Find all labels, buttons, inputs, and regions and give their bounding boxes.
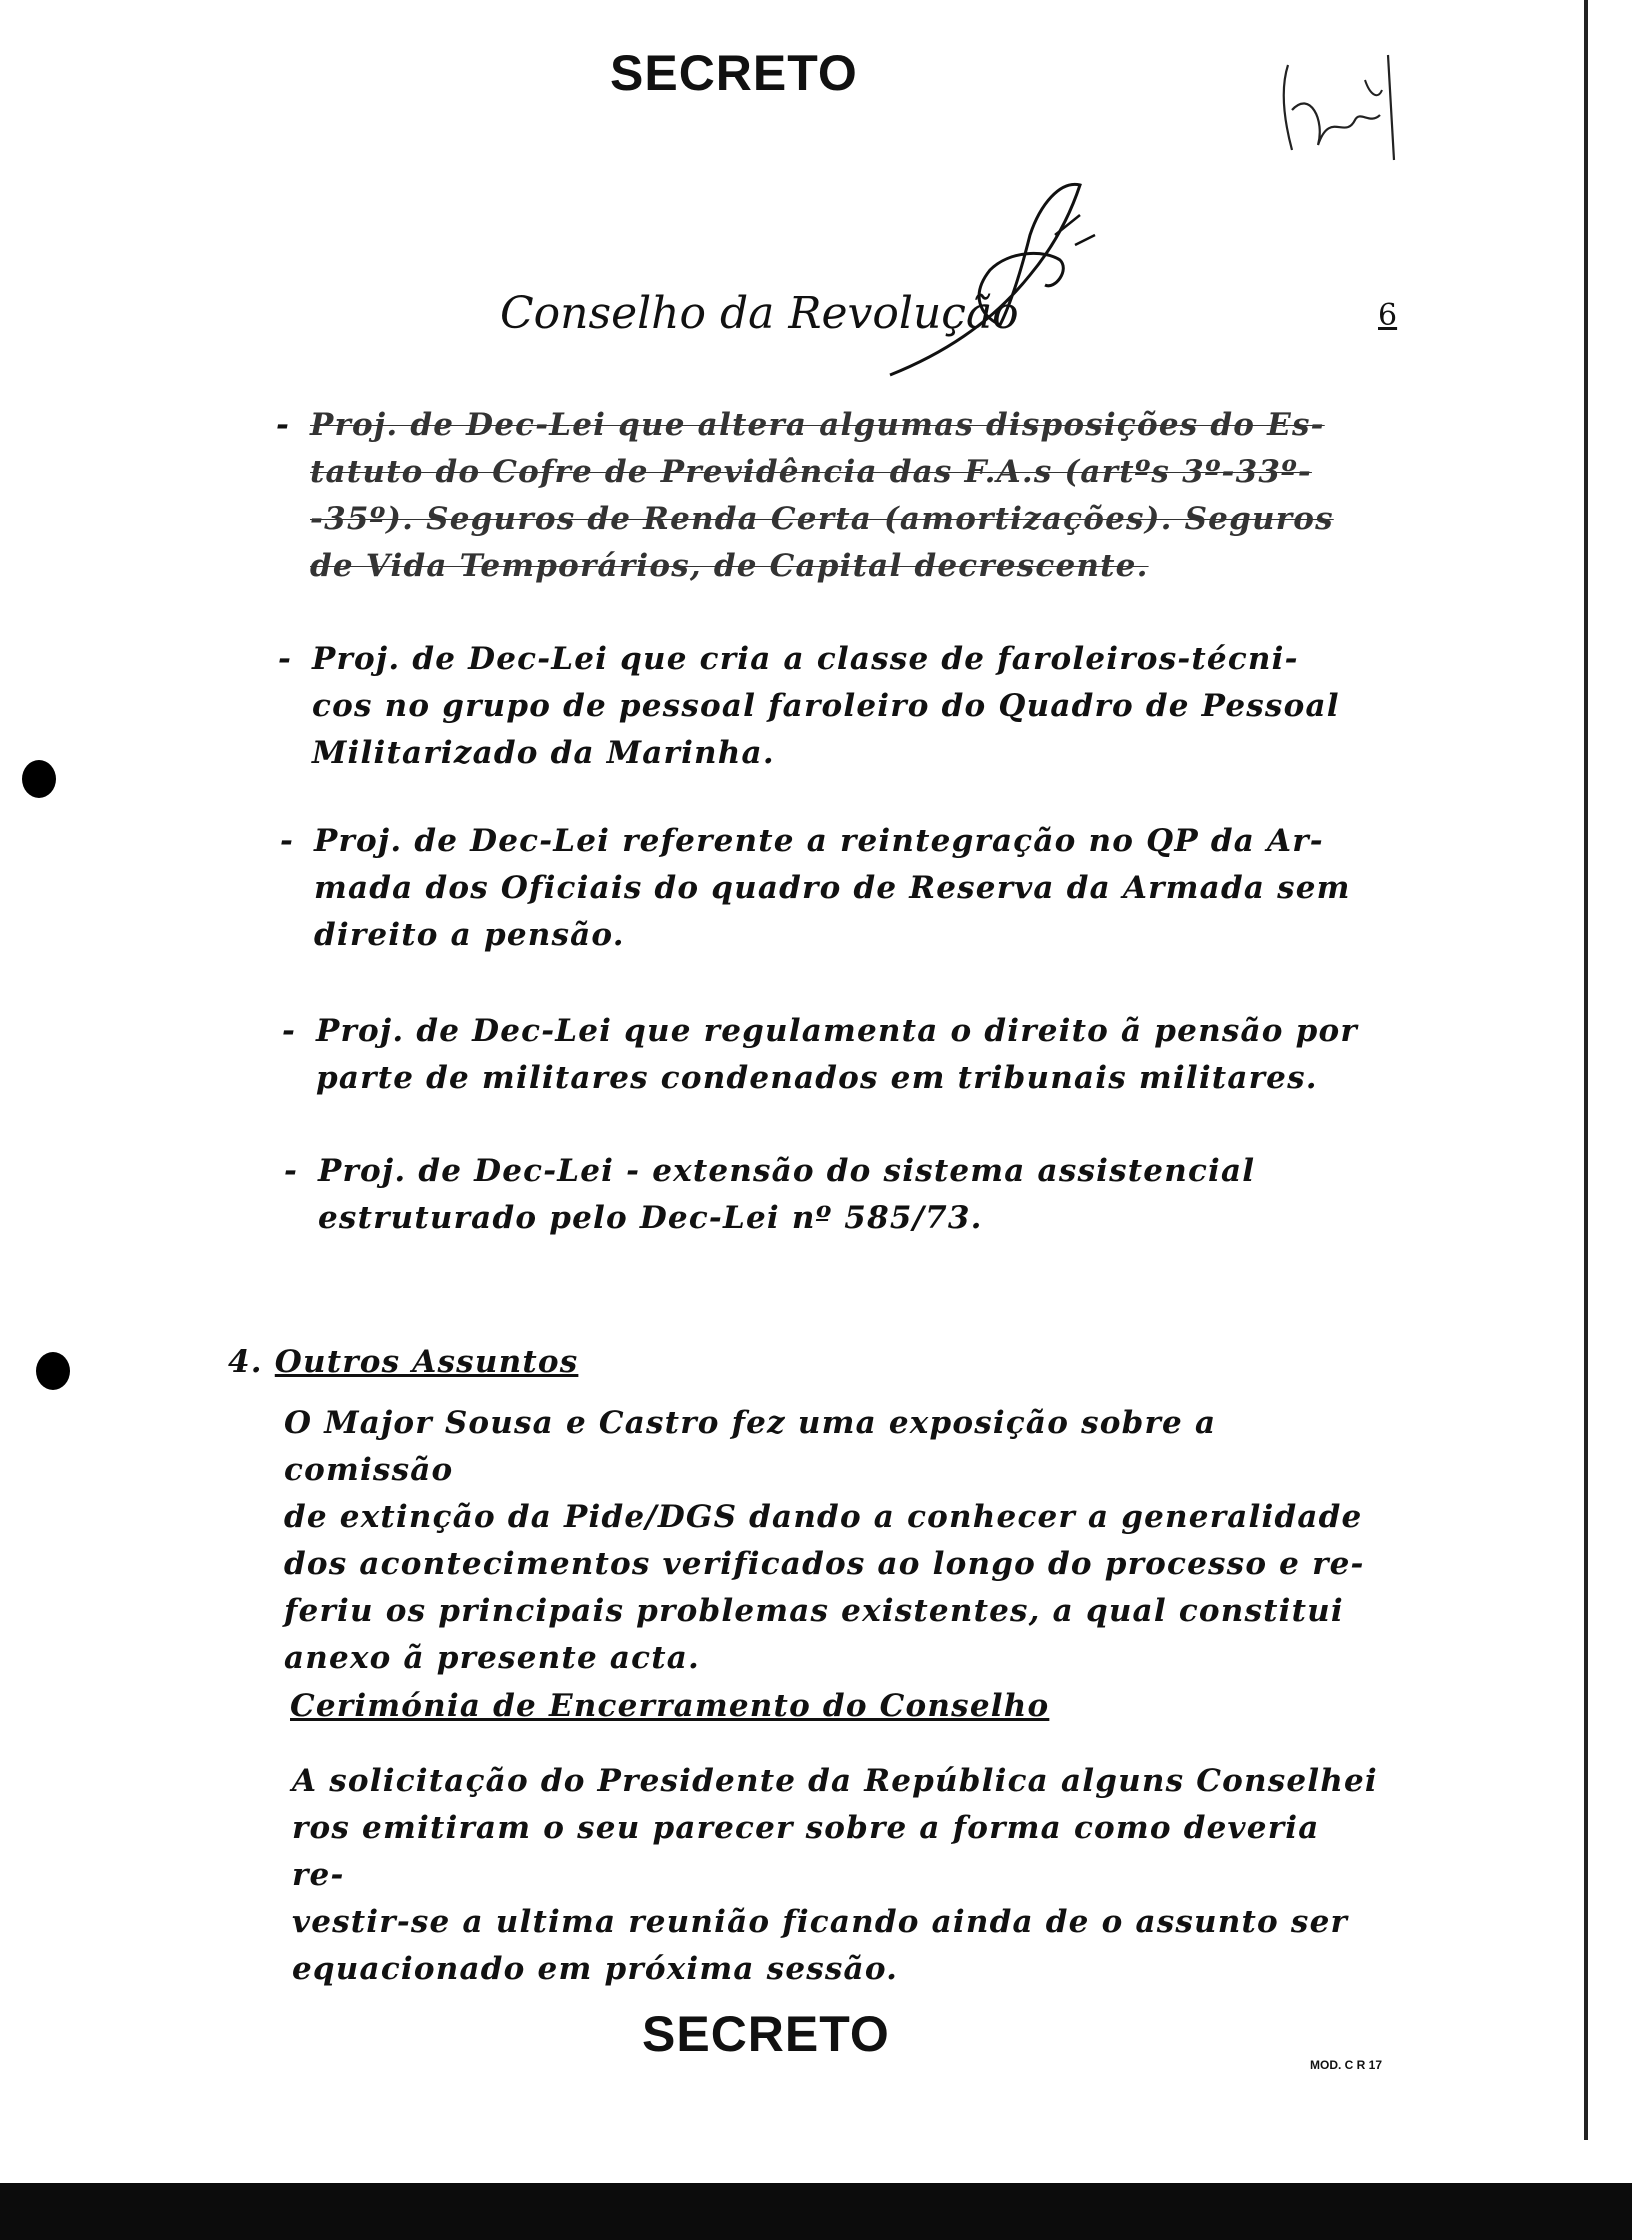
item-line: mada dos Oficiais do quadro de Reserva da Armada sem <box>314 870 1351 906</box>
agenda-item-4 <box>282 1008 1396 1102</box>
agenda-item-2 <box>278 636 1382 777</box>
section-title: Outros Assuntos <box>274 1344 579 1380</box>
agenda-item-5 <box>284 1148 1388 1242</box>
scan-right-border <box>1584 0 1588 2140</box>
list-dash: - <box>282 1013 297 1049</box>
punch-hole-bottom <box>36 1352 70 1390</box>
section-4-heading <box>228 1344 578 1380</box>
body-line: anexo ã presente acta. <box>284 1640 701 1676</box>
initials-signature <box>1270 50 1410 170</box>
scan-bottom-bar <box>0 2183 1632 2240</box>
body-line: ros emitiram o seu parecer sobre a forma como deveria re- <box>292 1810 1320 1893</box>
page-number: 6 <box>1378 298 1398 333</box>
agenda-item-3 <box>280 818 1384 959</box>
section-4-body <box>284 1400 1384 1682</box>
section-number: 4. <box>228 1344 263 1380</box>
classification-stamp-bottom: SECRETO <box>642 2006 890 2062</box>
ceremony-heading: Cerimónia de Encerramento do Conselho <box>290 1688 1050 1724</box>
item-line: Militarizado da Marinha. <box>312 735 775 771</box>
body-line: de extinção da Pide/DGS dando a conhecer a generalidade <box>284 1499 1363 1535</box>
list-dash: - <box>284 1153 299 1189</box>
body-line: feriu os principais problemas existentes, a qual constitui <box>284 1593 1344 1629</box>
body-line: O Major Sousa e Castro fez uma exposição sobre a comissão <box>284 1405 1217 1488</box>
item-line: Proj. de Dec-Lei que altera algumas disposições do Es- <box>310 407 1325 443</box>
item-line: -35º). Seguros de Renda Certa (amortizações). Seguros <box>310 501 1334 537</box>
item-line: Proj. de Dec-Lei que cria a classe de faroleiros-técni- <box>312 641 1299 677</box>
item-line: de Vida Temporários, de Capital decrescente. <box>310 548 1149 584</box>
classification-stamp-top: SECRETO <box>610 45 858 101</box>
item-line: estruturado pelo Dec-Lei nº 585/73. <box>318 1200 983 1236</box>
body-line: equacionado em próxima sessão. <box>292 1951 899 1987</box>
item-line: Proj. de Dec-Lei - extensão do sistema assistencial <box>318 1153 1256 1189</box>
item-line: Proj. de Dec-Lei que regulamenta o direito ã pensão por <box>316 1013 1358 1049</box>
item-line: cos no grupo de pessoal faroleiro do Quadro de Pessoal <box>312 688 1340 724</box>
signature-flourish <box>880 175 1140 385</box>
item-line: Proj. de Dec-Lei referente a reintegração no QP da Ar- <box>314 823 1324 859</box>
ceremony-body <box>292 1758 1382 1993</box>
form-code: MOD. C R 17 <box>1310 2058 1383 2072</box>
list-dash: - <box>276 407 291 443</box>
list-dash: - <box>278 641 293 677</box>
letterhead-title: Conselho da Revolução <box>500 288 1019 339</box>
body-line: dos acontecimentos verificados ao longo do processo e re- <box>284 1546 1365 1582</box>
list-dash: - <box>280 823 295 859</box>
item-line: parte de militares condenados em tribunais militares. <box>316 1060 1318 1096</box>
punch-hole-top <box>22 760 56 798</box>
agenda-item-1 <box>276 402 1380 590</box>
item-line: direito a pensão. <box>314 917 625 953</box>
item-line: tatuto do Cofre de Previdência das F.A.s (artºs 3º-33º- <box>310 454 1312 490</box>
body-line: vestir-se a ultima reunião ficando ainda de o assunto ser <box>292 1904 1349 1940</box>
body-line: A solicitação do Presidente da República alguns Conselhei <box>292 1763 1378 1799</box>
